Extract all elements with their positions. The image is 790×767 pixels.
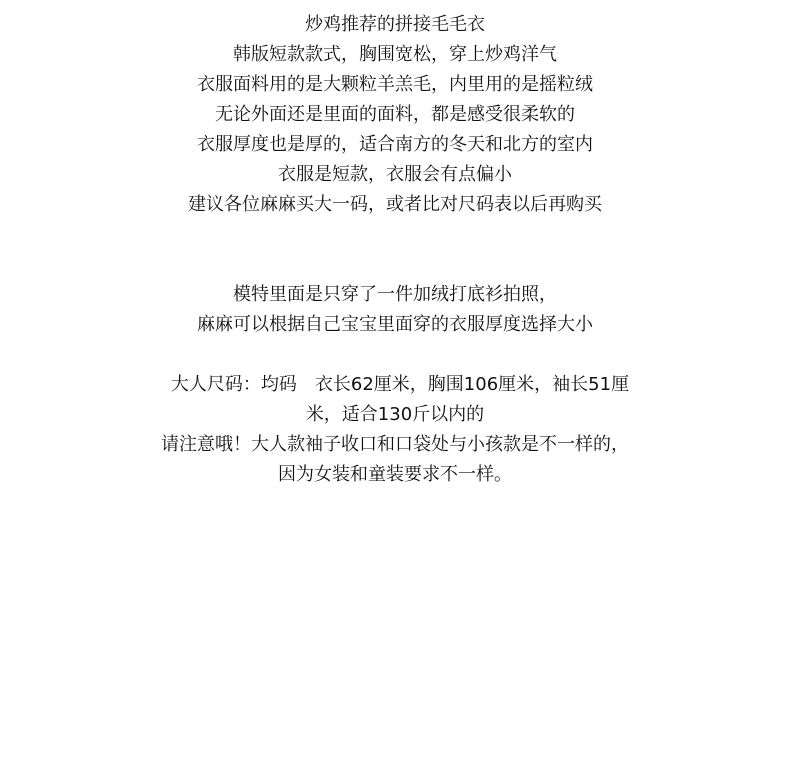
text-line: 无论外面还是里面的面料，都是感受很柔软的	[215, 104, 575, 125]
text-line: 建议各位麻麻买大一码，或者比对尺码表以后再购买	[188, 194, 602, 215]
spacer	[0, 220, 790, 280]
product-description	[0, 10, 790, 490]
size-info-paragraph	[0, 370, 790, 490]
text-line: 衣服厚度也是厚的，适合南方的冬天和北方的室内	[197, 134, 593, 155]
text-line: 炒鸡推荐的拼接毛毛衣	[305, 14, 485, 35]
text-line: 米，适合130斤以内的	[305, 404, 485, 425]
text-line: 因为女装和童装要求不一样。	[278, 464, 512, 485]
intro-paragraph	[0, 10, 790, 220]
text-line: 大人尺码：均码 衣长62厘米，胸围106厘米，袖长51厘	[170, 374, 630, 395]
text-line: 韩版短款款式，胸围宽松，穿上炒鸡洋气	[233, 44, 557, 65]
text-line: 衣服面料用的是大颗粒羊羔毛，内里用的是摇粒绒	[197, 74, 593, 95]
text-line: 麻麻可以根据自己宝宝里面穿的衣服厚度选择大小	[197, 314, 593, 335]
text-line: 模特里面是只穿了一件加绒打底衫拍照，	[233, 284, 557, 305]
model-note-paragraph	[0, 280, 790, 340]
text-line: 衣服是短款，衣服会有点偏小	[278, 164, 512, 185]
text-line: 请注意哦！大人款袖子收口和口袋处与小孩款是不一样的，	[161, 434, 629, 455]
spacer	[0, 340, 790, 370]
